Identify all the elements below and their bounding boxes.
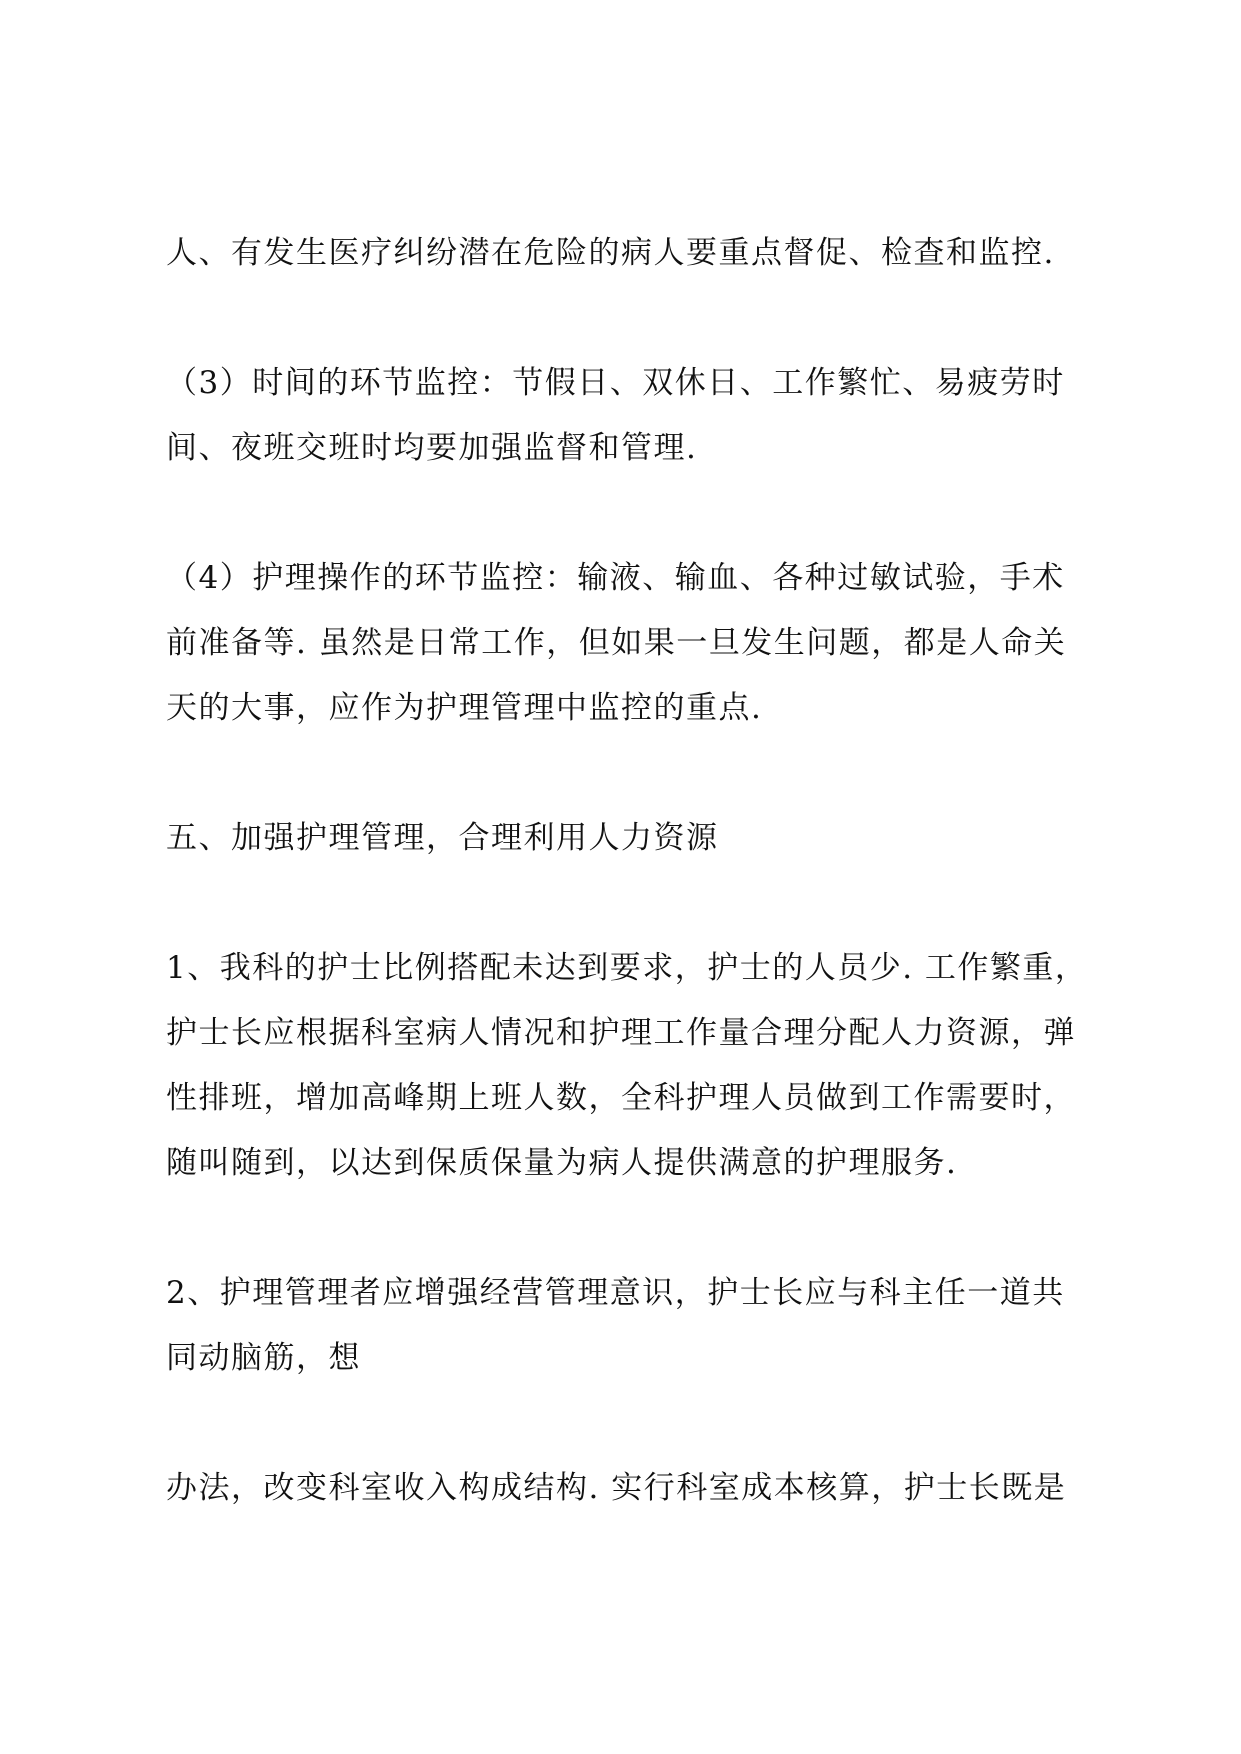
paragraph-line: 护士长应根据科室病人情况和护理工作量合理分配人力资源，弹 [166, 1015, 1076, 1051]
paragraph-line: 随叫随到，以达到保质保量为病人提供满意的护理服务. [166, 1145, 958, 1181]
section-heading: 五、加强护理管理，合理利用人力资源 [166, 820, 719, 856]
paragraph-line: 间、夜班交班时均要加强监督和管理. [166, 430, 698, 466]
paragraph-line: 天的大事，应作为护理管理中监控的重点. [166, 690, 763, 726]
paragraph-line: 办法，改变科室收入构成结构. 实行科室成本核算，护士长既是 [166, 1470, 1067, 1506]
paragraph-line: 前准备等. 虽然是日常工作，但如果一旦发生问题，都是人命关 [166, 625, 1067, 661]
paragraph-line: 1、我科的护士比例搭配未达到要求，护士的人员少. 工作繁重， [166, 950, 1088, 986]
paragraph-line: （4）护理操作的环节监控：输液、输血、各种过敏试验，手术 [166, 560, 1065, 596]
paragraph-line: 2、护理管理者应增强经营管理意识，护士长应与科主任一道共 [166, 1275, 1065, 1311]
paragraph-line: （3）时间的环节监控：节假日、双休日、工作繁忙、易疲劳时 [166, 365, 1065, 401]
paragraph-line: 人、有发生医疗纠纷潜在危险的病人要重点督促、检查和监控. [166, 235, 1055, 271]
paragraph-line: 同动脑筋，想 [166, 1340, 361, 1376]
paragraph-line: 性排班，增加高峰期上班人数，全科护理人员做到工作需要时， [166, 1080, 1076, 1116]
